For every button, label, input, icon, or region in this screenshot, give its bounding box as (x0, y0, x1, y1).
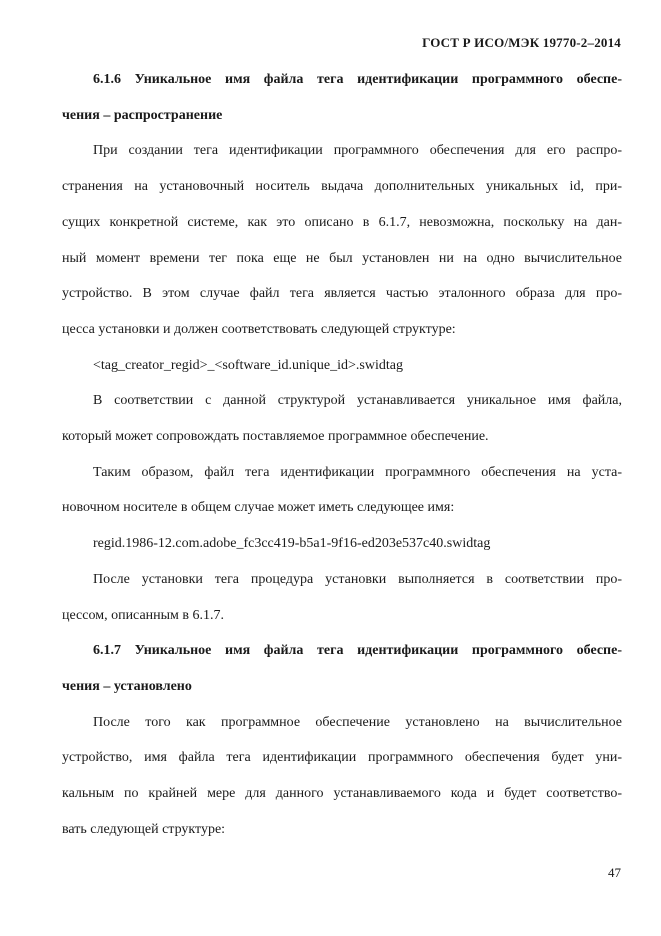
paragraph-line (62, 133, 622, 169)
text-line: ный момент времени тег пока еще не был установлен ни на одно вычислительное (62, 250, 622, 266)
text-line: странения на установочный носитель выдача дополнительных уникальных id, при- (62, 179, 622, 195)
text-line: В соответствии с данной структурой устанавливается уникальное имя файла, (93, 393, 622, 409)
paragraph-line (62, 562, 622, 598)
paragraph-line (62, 812, 622, 848)
text-line: цесса установки и должен соответствовать следующей структуре: (62, 321, 456, 337)
text-line: сущих конкретной системе, как это описано в 6.1.7, невозможна, поскольку на дан- (62, 214, 622, 230)
paragraph-line (62, 169, 622, 205)
paragraph-line (62, 776, 622, 812)
page-number: 47 (608, 865, 621, 880)
section-heading-6-1-7 (62, 633, 622, 669)
text-line: кальным по крайней мере для данного устанавливаемого кода и будет соответство- (62, 786, 622, 802)
text-line: вать следующей структуре: (62, 821, 226, 837)
paragraph-line (62, 205, 622, 241)
text-line: Таким образом, файл тега идентификации программного обеспечения на уста- (93, 464, 622, 480)
paragraph-line (62, 383, 622, 419)
paragraph-line (62, 241, 622, 277)
paragraph-line (62, 312, 622, 348)
paragraph-line (62, 598, 622, 634)
text-line: После установки тега процедура установки выполняется в соответствии про- (93, 571, 622, 587)
paragraph-line (62, 490, 622, 526)
text-line: После того как программное обеспечение установлено на вычислительное (93, 714, 622, 730)
text-line: 6.1.7 Уникальное имя файла тега идентификации программного обеспе- (93, 643, 622, 659)
text-line: чения – распространение (62, 107, 223, 123)
filename-example (62, 526, 622, 562)
text-line: При создании тега идентификации программного обеспечения для его распро- (93, 143, 622, 159)
text-line: устройство, имя файла тега идентификации программного обеспечения будет уни- (62, 750, 622, 766)
text-line: <tag_creator_regid>_<software_id.unique_id>.swidtag (93, 357, 403, 373)
text-line: который может сопровождать поставляемое программное обеспечение. (62, 429, 489, 445)
document-body (62, 62, 622, 847)
document-header: ГОСТ Р ИСО/МЭК 19770-2–2014 (422, 35, 621, 50)
filename-pattern (62, 348, 622, 384)
paragraph-line (62, 740, 622, 776)
text-line: цессом, описанным в 6.1.7. (62, 607, 225, 623)
text-line: 6.1.6 Уникальное имя файла тега идентификации программного обеспе- (93, 72, 622, 87)
paragraph-line (62, 419, 622, 455)
section-heading-6-1-6 (62, 62, 622, 98)
section-heading-6-1-7-cont (62, 669, 622, 705)
section-heading-6-1-6-cont (62, 98, 622, 134)
paragraph-line (62, 455, 622, 491)
text-line: чения – установлено (62, 678, 192, 694)
text-line: regid.1986-12.com.adobe_fc3cc419-b5a1-9f16-ed203e537c40.swidtag (93, 536, 491, 552)
paragraph-line (62, 705, 622, 741)
paragraph-line (62, 276, 622, 312)
text-line: устройство. В этом случае файл тега является частью эталонного образа для про- (62, 286, 622, 302)
text-line: новочном носителе в общем случае может иметь следующее имя: (62, 500, 455, 516)
